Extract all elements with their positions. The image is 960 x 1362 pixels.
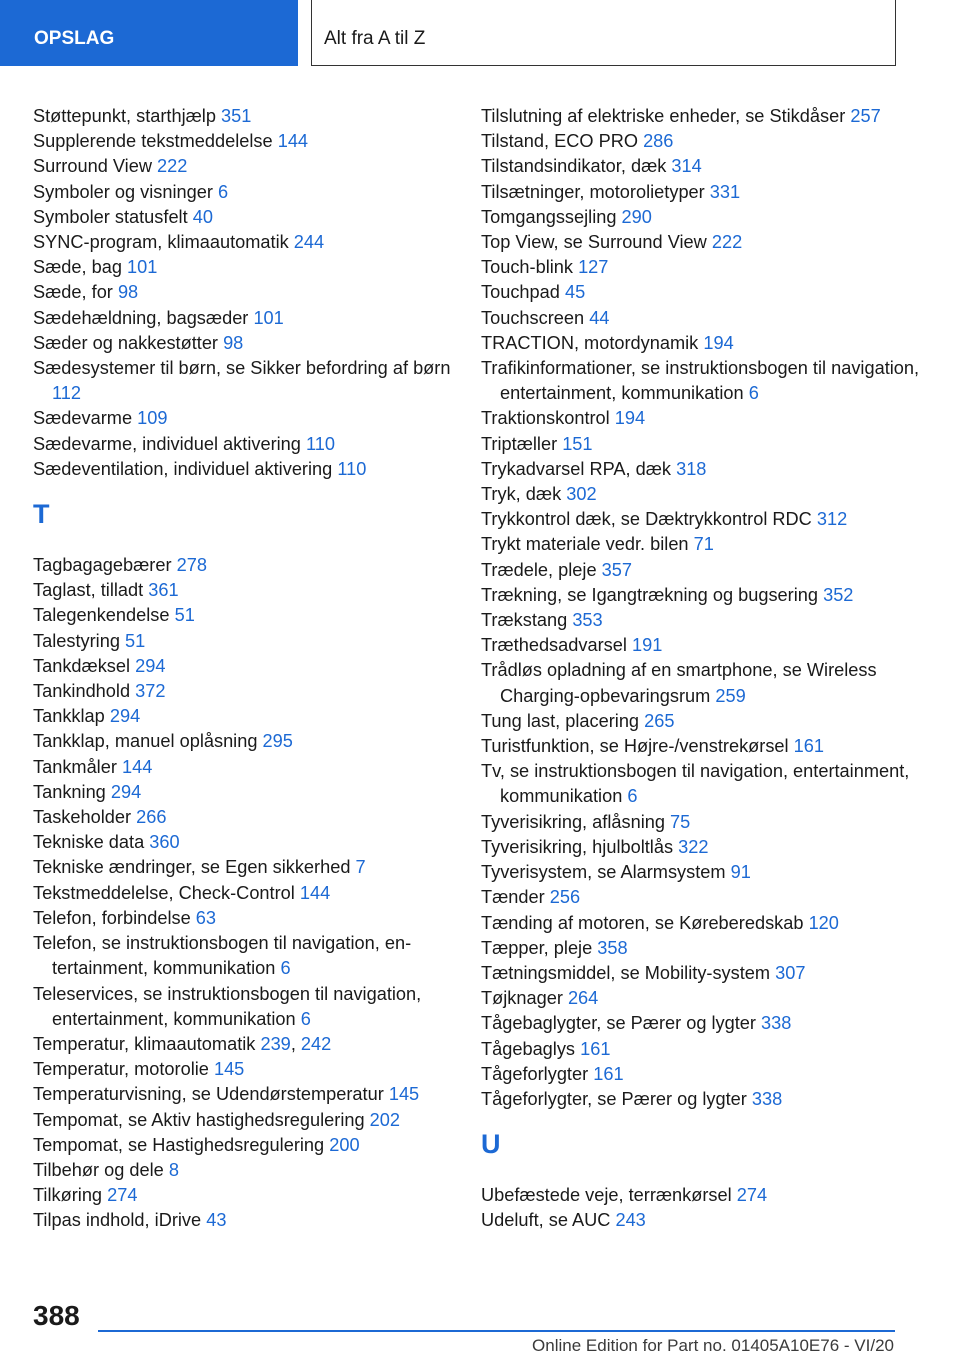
- index-entry: [481, 911, 921, 936]
- page-reference-link[interactable]: 161: [580, 1038, 611, 1059]
- page-reference-link[interactable]: 331: [709, 181, 741, 202]
- index-entry: [481, 129, 921, 154]
- page-reference-link[interactable]: 274: [736, 1185, 768, 1206]
- page-reference-link[interactable]: 257: [850, 106, 881, 126]
- index-entry: [481, 961, 921, 986]
- index-entry-text: Tilkøring: [33, 1185, 103, 1206]
- index-entry: [33, 1082, 473, 1107]
- index-entry-text: Triptæller: [481, 433, 558, 454]
- index-entry: [33, 629, 473, 654]
- page-reference-link[interactable]: 243: [615, 1210, 646, 1231]
- page-reference-link[interactable]: 6: [218, 181, 229, 202]
- index-entry-text: Tankning: [33, 781, 106, 802]
- index-entry-text: Sædehældning, bagsæder: [33, 307, 249, 328]
- page-reference-link[interactable]: 109: [137, 408, 168, 429]
- page-reference-link[interactable]: 194: [614, 408, 646, 429]
- index-entry: [33, 855, 473, 880]
- index-entry-text: Sædesystemer til børn, se Sikker befordring af børn: [33, 358, 451, 379]
- index-entry-text: Top View, se Surround View: [481, 232, 707, 253]
- page-reference-link[interactable]: 274: [107, 1185, 138, 1206]
- index-entry-text: Trækning, se Igangtrækning og bugsering: [481, 584, 819, 605]
- page-reference-link[interactable]: 101: [253, 307, 284, 328]
- index-entry: [481, 406, 921, 431]
- index-entry: [481, 1208, 921, 1233]
- page-reference-link[interactable]: 200: [329, 1134, 360, 1155]
- index-entry: [33, 603, 473, 628]
- page-reference-link[interactable]: 63: [195, 907, 217, 928]
- page-reference-link[interactable]: 295: [262, 731, 293, 752]
- page-reference-link[interactable]: 322: [678, 836, 709, 857]
- index-entry-text: Tekniske ændringer, se Egen sikkerhed: [33, 857, 351, 878]
- index-entry: [33, 755, 473, 780]
- index-entry-text: Telefon, forbindelse: [33, 907, 191, 928]
- page-title: Alt fra A til Z: [324, 28, 426, 49]
- index-entry: [481, 810, 921, 835]
- page-reference-link[interactable]: 71: [693, 534, 714, 555]
- page-reference-link[interactable]: 43: [206, 1210, 227, 1231]
- index-entry-text: Tankmåler: [33, 756, 117, 777]
- index-entry-text: Tågebaglys: [481, 1038, 576, 1059]
- index-entry: [481, 734, 921, 759]
- index-entry-text: Tilbehør og dele: [33, 1159, 164, 1180]
- index-letter-heading: T: [33, 499, 50, 530]
- index-entry: [33, 679, 473, 704]
- index-entry: [33, 104, 473, 129]
- page-reference-link[interactable]: 360: [149, 832, 180, 853]
- page-reference-link[interactable]: 91: [730, 862, 751, 883]
- index-entry: [33, 881, 473, 906]
- index-entry-text: Supplerende tekstmeddelelse: [33, 131, 273, 152]
- page-reference-link[interactable]: 352: [823, 584, 854, 605]
- page-reference-link[interactable]: 239: [260, 1033, 291, 1054]
- index-entry-text: Støttepunkt, starthjælp: [33, 106, 216, 126]
- index-entry: [33, 1108, 473, 1133]
- index-entry: [33, 553, 473, 578]
- page-reference-link[interactable]: 51: [125, 630, 146, 651]
- page-reference-link[interactable]: 222: [711, 232, 743, 253]
- index-entry-text: Sæde, for: [33, 282, 113, 303]
- index-entry-text: Trykt materiale vedr. bilen: [481, 534, 689, 555]
- page-reference-link[interactable]: 314: [671, 156, 702, 177]
- page-reference-link[interactable]: 40: [192, 206, 213, 227]
- page-reference-link[interactable]: 194: [703, 332, 734, 353]
- page-reference-link[interactable]: 144: [277, 131, 309, 152]
- index-entry: [33, 780, 473, 805]
- index-entry: [33, 356, 473, 406]
- index-entry-text: Tilstandsindikator, dæk: [481, 156, 667, 177]
- index-entry: [481, 331, 921, 356]
- page-reference-link[interactable]: 112: [52, 383, 81, 404]
- index-entry: [481, 1011, 921, 1036]
- index-entry: [481, 154, 921, 179]
- page-reference-link[interactable]: 161: [593, 1063, 624, 1084]
- page-reference-link[interactable]: 110: [305, 433, 335, 454]
- page-reference-link[interactable]: 202: [369, 1109, 401, 1130]
- page-reference-link[interactable]: 110: [337, 458, 367, 479]
- page-reference-link[interactable]: 151: [562, 433, 593, 454]
- index-entry: [481, 457, 921, 482]
- index-entry: [33, 830, 473, 855]
- index-entry: [33, 805, 473, 830]
- page-reference-link[interactable]: 98: [223, 332, 244, 353]
- index-entry-text: Sæde, bag: [33, 257, 122, 278]
- page-reference-link[interactable]: 259: [715, 685, 746, 706]
- index-entry-text: Tempomat, se Hastighedsregulering: [33, 1134, 325, 1155]
- index-entry-text: Trykadvarsel RPA, dæk: [481, 458, 672, 479]
- index-entry-text: Tågebaglygter, se Pærer og lygter: [481, 1013, 756, 1034]
- index-entry: [481, 432, 921, 457]
- index-entry-text: Temperatur, motorolie: [33, 1059, 209, 1080]
- index-entry-text: Taglast, tilladt: [33, 580, 144, 601]
- index-entry: [33, 230, 473, 255]
- index-entry-text: Tågeforlygter: [481, 1063, 589, 1084]
- index-entry-text: Tagbagagebærer: [33, 555, 172, 576]
- index-entry: [33, 1158, 473, 1183]
- page-reference-link[interactable]: 372: [135, 681, 166, 702]
- index-entry-text: Udeluft, se AUC: [481, 1210, 611, 1231]
- index-entry-text: Talegenkendelse: [33, 605, 170, 626]
- index-entry: [33, 457, 473, 482]
- footer-edition: Online Edition for Part no. 01405A10E76 - VI/20: [532, 1336, 894, 1355]
- index-entry: [33, 1183, 473, 1208]
- page-reference-link[interactable]: 222: [157, 156, 188, 177]
- index-entry-text: Touch-blink: [481, 257, 573, 278]
- index-entry-text: Tyverisikring, hjulboltlås: [481, 836, 674, 857]
- index-entry-text: Tung last, placering: [481, 710, 640, 731]
- index-entry: [481, 1087, 921, 1112]
- index-letter-heading: U: [481, 1129, 501, 1160]
- page-reference-link[interactable]: 51: [174, 605, 195, 626]
- page-reference-link[interactable]: 361: [148, 580, 179, 601]
- section-label: OPSLAG: [34, 28, 115, 49]
- index-entry-text: Tankklap, manuel oplåsning: [33, 731, 258, 752]
- footer-divider: [98, 1330, 895, 1332]
- index-entry-text: Tilpas indhold, iDrive: [33, 1210, 202, 1231]
- index-entry: [481, 1183, 921, 1208]
- index-entry-text: Taskeholder: [33, 807, 132, 828]
- index-entry-text: Tryk, dæk: [481, 484, 562, 505]
- index-entry: [481, 936, 921, 961]
- page-reference-link[interactable]: 44: [589, 307, 610, 328]
- index-entry-text: Tankklap: [33, 706, 105, 727]
- index-entry-text: Telefon, se instruktionsbogen til navigation, entertainment, kommunikation: [33, 933, 412, 979]
- page-reference-link[interactable]: 312: [816, 509, 848, 530]
- index-entry-text: Talestyring: [33, 630, 120, 651]
- index-entry-text: Trafikinformationer, se instruktionsbogen til navigation, entertainment, kommunikation: [481, 358, 920, 404]
- index-entry: [481, 558, 921, 583]
- index-entry-text: Touchpad: [481, 282, 560, 303]
- page-reference-link[interactable]: 256: [549, 887, 581, 908]
- index-entry: [33, 1208, 473, 1233]
- page-reference-link[interactable]: 294: [110, 781, 142, 802]
- index-entry-text: Trædele, pleje: [481, 559, 597, 580]
- index-entry: [33, 129, 473, 154]
- page-reference-link[interactable]: 290: [621, 206, 652, 227]
- page-reference-link[interactable]: 264: [567, 988, 599, 1009]
- page-reference-link[interactable]: 318: [676, 458, 707, 479]
- index-entry-text: Symboler statusfelt: [33, 206, 188, 227]
- header-title-box: [311, 0, 896, 66]
- page-reference-link[interactable]: 302: [566, 484, 597, 505]
- index-entry: [33, 180, 473, 205]
- index-entry-text: Tyverisystem, se Alarmsystem: [481, 862, 726, 883]
- index-entry: [481, 1062, 921, 1087]
- index-entry: [33, 982, 473, 1032]
- index-entry: [33, 432, 473, 457]
- index-entry: [33, 578, 473, 603]
- section-tab[interactable]: [0, 0, 298, 66]
- page-reference-link[interactable]: 278: [176, 555, 207, 576]
- index-entry-text: Trådløs opladning af en smartphone, se Wireless Charging-opbevaringsrum: [481, 660, 877, 706]
- index-entry: [481, 885, 921, 910]
- index-entry-text: Tågeforlygter, se Pærer og lygter: [481, 1088, 747, 1109]
- page-reference-link[interactable]: 338: [761, 1013, 792, 1034]
- index-entry-text: Tankdæksel: [33, 655, 131, 676]
- index-entry: [481, 356, 921, 406]
- page-reference-link[interactable]: 265: [644, 710, 675, 731]
- index-entry-text: Tætningsmiddel, se Mobility-system: [481, 962, 771, 983]
- page-reference-link[interactable]: 127: [578, 257, 609, 278]
- page-reference-link[interactable]: 45: [564, 282, 586, 303]
- index-entry: [481, 255, 921, 280]
- page-reference-link[interactable]: 7: [355, 857, 366, 878]
- page-reference-link[interactable]: 307: [775, 962, 806, 983]
- index-entry-text: SYNC-program, klimaautomatik: [33, 232, 289, 253]
- index-entry-text: Tæpper, pleje: [481, 937, 593, 958]
- index-entry-text: Tyverisikring, aflåsning: [481, 811, 665, 832]
- index-entry-text: Trækstang: [481, 610, 568, 631]
- index-entry-text: Tøjknager: [481, 988, 563, 1009]
- index-entry-text: TRACTION, motordynamik: [481, 332, 699, 353]
- page-reference-link[interactable]: 101: [127, 257, 158, 278]
- index-entry-text: Trykkontrol dæk, se Dæktrykkontrol RDC: [481, 509, 812, 530]
- index-entry-text: Touchscreen: [481, 307, 585, 328]
- page-reference-link[interactable]: 6: [280, 958, 291, 979]
- index-entry: [33, 306, 473, 331]
- page-reference-link[interactable]: 6: [627, 786, 638, 807]
- index-entry: [33, 406, 473, 431]
- page-reference-link[interactable]: 294: [135, 655, 166, 676]
- index-entry: [33, 154, 473, 179]
- index-entry: [481, 230, 921, 255]
- page-reference-link[interactable]: 351: [221, 106, 252, 126]
- index-entry-text: Tankindhold: [33, 681, 131, 702]
- page-reference-link[interactable]: 244: [293, 232, 325, 253]
- index-entry-text: Tempomat, se Aktiv hastighedsregulering: [33, 1109, 365, 1130]
- index-entry: [33, 331, 473, 356]
- index-entry-text: Tilstand, ECO PRO: [481, 131, 638, 152]
- page-reference-link[interactable]: 266: [136, 807, 167, 828]
- index-entry: [33, 205, 473, 230]
- index-entry: [33, 704, 473, 729]
- page-reference-link[interactable]: 145: [213, 1059, 245, 1080]
- index-entry: [481, 633, 921, 658]
- index-entry-text: Temperaturvisning, se Udendørstemperatur: [33, 1084, 384, 1105]
- index-entry: [481, 608, 921, 633]
- index-entry: [481, 835, 921, 860]
- index-entry: [481, 280, 921, 305]
- index-entry-text: Ubefæstede veje, terrænkørsel: [481, 1185, 732, 1206]
- page-reference-link[interactable]: 98: [117, 282, 139, 303]
- index-entry-text: Symboler og visninger: [33, 181, 213, 202]
- index-entry: [481, 180, 921, 205]
- index-entry-text: Tilsætninger, motorolietyper: [481, 181, 705, 202]
- page-reference-link[interactable]: 144: [299, 882, 331, 903]
- page-number: 388: [33, 1300, 80, 1331]
- index-entry: [481, 1037, 921, 1062]
- index-entry-text: Sædevarme, individuel aktivering: [33, 433, 301, 454]
- page-reference-link[interactable]: 161: [793, 736, 825, 757]
- index-entry: [481, 986, 921, 1011]
- page-reference-link[interactable]: 120: [808, 912, 839, 933]
- index-entry: [481, 709, 921, 734]
- page-reference-link[interactable]: 75: [670, 811, 691, 832]
- index-entry: [33, 654, 473, 679]
- index-entry: [33, 1057, 473, 1082]
- index-entry-text: Tænding af motoren, se Køreberedskab: [481, 912, 804, 933]
- index-entry-text: Tekniske data: [33, 832, 145, 853]
- index-entry: [33, 255, 473, 280]
- index-entry-text: Sæder og nakkestøtter: [33, 332, 218, 353]
- index-entry-text: Traktionskontrol: [481, 408, 610, 429]
- index-entry-text: Tv, se instruktionsbogen til navigation, entertainment, kommunikation: [481, 761, 910, 807]
- page-reference-link[interactable]: 144: [121, 756, 153, 777]
- index-entry-text: Sædevarme: [33, 408, 133, 429]
- page-reference-link[interactable]: 191: [631, 635, 663, 656]
- index-entry-text: Tekstmeddelelse, Check-Control: [33, 882, 295, 903]
- page-reference-link[interactable]: 338: [751, 1088, 783, 1109]
- index-column-left: [33, 104, 473, 1234]
- page-reference-link[interactable]: 358: [597, 937, 628, 958]
- index-column-right: [481, 104, 921, 1234]
- page-reference-link[interactable]: 242: [300, 1033, 332, 1054]
- index-entry: [33, 1133, 473, 1158]
- index-entry-text: Teleservices, se instruktionsbogen til navigation, entertainment, kommunikation: [33, 983, 422, 1029]
- index-entry: [481, 583, 921, 608]
- index-entry: [33, 906, 473, 931]
- index-entry-text: Tilslutning af elektriske enheder, se Stikdåser: [481, 106, 846, 126]
- index-entry: [481, 860, 921, 885]
- index-entry: [481, 482, 921, 507]
- page-reference-link[interactable]: 6: [748, 383, 759, 404]
- index-entry-text: Tænder: [481, 887, 545, 908]
- index-entry-text: Sædeventilation, individuel aktivering: [33, 458, 333, 479]
- page-reference-link[interactable]: 145: [388, 1084, 420, 1105]
- index-entry-text: Træthedsadvarsel: [481, 635, 627, 656]
- index-entry: [33, 729, 473, 754]
- index-entry-text: Temperatur, klimaautomatik: [33, 1033, 256, 1054]
- index-entry: [481, 658, 921, 708]
- page-reference-link[interactable]: 357: [601, 559, 633, 580]
- index-entry: [481, 205, 921, 230]
- index-entry: [481, 104, 921, 129]
- index-entry: [33, 931, 473, 981]
- page-reference-link[interactable]: 8: [168, 1159, 179, 1180]
- index-entry: Temperatur, klimaautomatik 239, 242: [33, 1033, 332, 1054]
- page-reference-link[interactable]: 6: [300, 1008, 311, 1029]
- index-entry: [481, 507, 921, 532]
- index-entry: [481, 306, 921, 331]
- index-entry: [481, 532, 921, 557]
- index-entry: [33, 280, 473, 305]
- page-reference-link[interactable]: 294: [109, 706, 141, 727]
- index-entry: [481, 759, 921, 809]
- index-entry-text: Surround View: [33, 156, 152, 177]
- page-reference-link[interactable]: 286: [643, 131, 674, 152]
- index-entry-text: Tomgangssejling: [481, 206, 617, 227]
- index-entry-text: Turistfunktion, se Højre-/venstrekørsel: [481, 736, 789, 757]
- page-reference-link[interactable]: 353: [572, 610, 603, 631]
